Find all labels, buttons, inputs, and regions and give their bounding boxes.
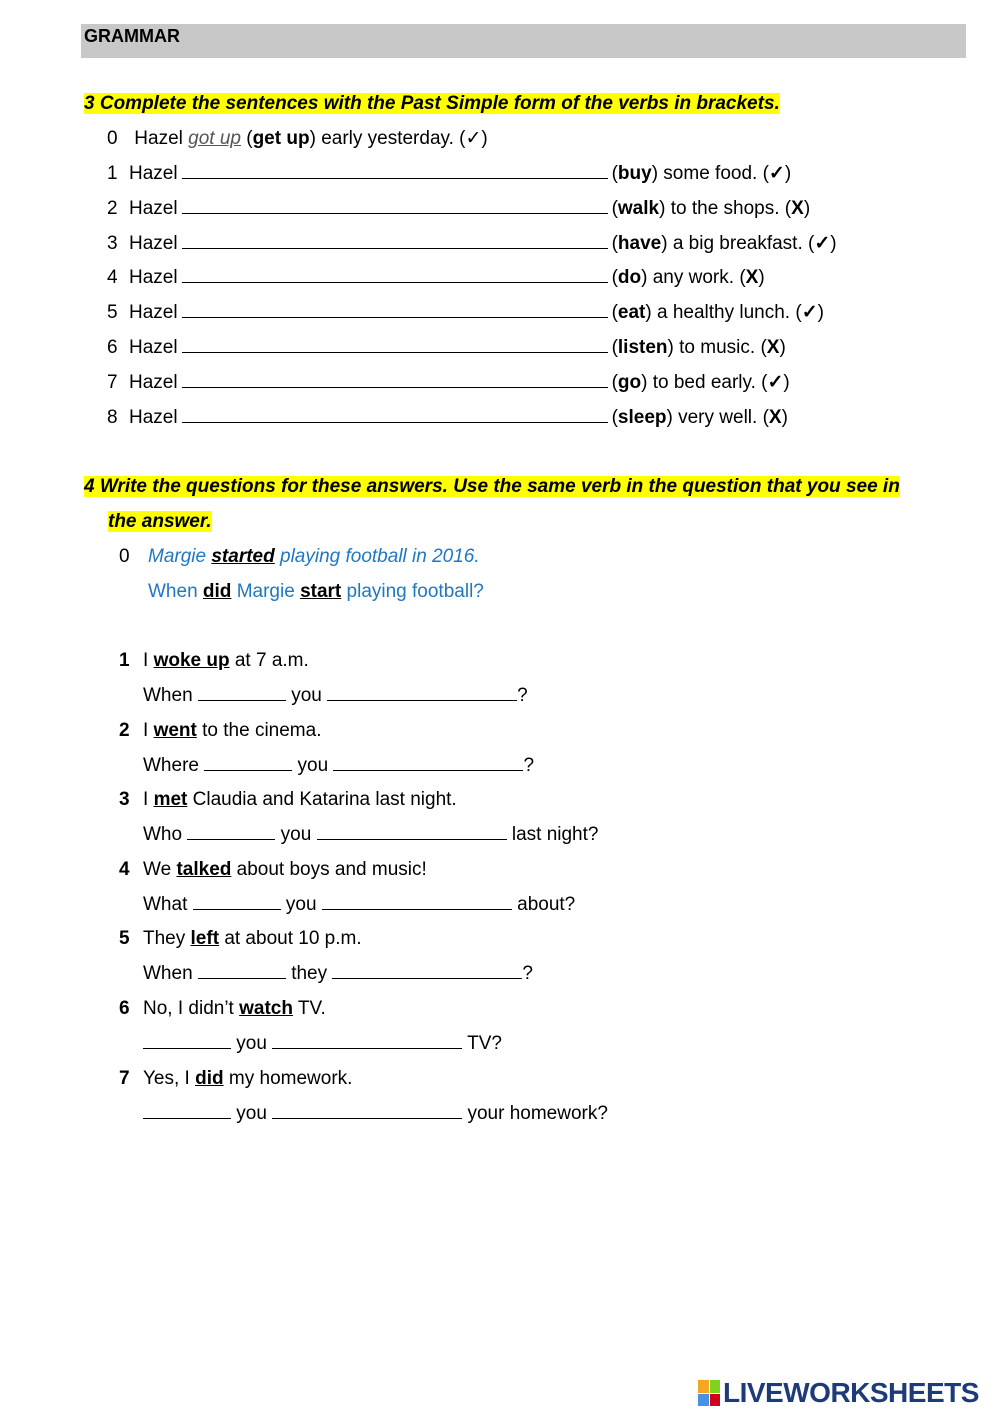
exercise-4-answer: 3 I met Claudia and Katarina last night. xyxy=(119,789,457,811)
exercise-3-item: 3 Hazel (have) a big breakfast. (✓) xyxy=(107,232,837,254)
mark-icon: ✓ xyxy=(767,371,784,393)
aux-blank[interactable] xyxy=(143,1032,231,1049)
aux-blank[interactable] xyxy=(198,684,286,701)
mark-icon: ✓ xyxy=(801,302,818,324)
verb-blank[interactable] xyxy=(272,1032,462,1049)
verb-blank[interactable] xyxy=(332,962,522,979)
aux-blank[interactable] xyxy=(193,893,281,910)
logo-square xyxy=(710,1380,721,1393)
exercise-4-instruction: 4 Write the questions for these answers. Use the same verb in the question that you see in xyxy=(84,476,900,497)
mark-icon: X xyxy=(768,406,782,428)
aux-blank[interactable] xyxy=(187,823,275,840)
exercise-4-answer: 4 We talked about boys and music! xyxy=(119,858,427,880)
verb-blank[interactable] xyxy=(272,1102,462,1119)
aux-blank[interactable] xyxy=(204,754,292,771)
check-icon: ✓ xyxy=(465,128,482,149)
exercise-3-item: 7 Hazel (go) to bed early. (✓) xyxy=(107,371,790,393)
exercise-4-question: you your homework? xyxy=(143,1102,608,1126)
answer-blank[interactable] xyxy=(182,266,608,283)
verb-blank[interactable] xyxy=(333,754,523,771)
aux-blank[interactable] xyxy=(143,1102,231,1119)
mark-icon: X xyxy=(766,337,780,358)
logo-square xyxy=(710,1394,721,1407)
exercise-4-question: Where you ? xyxy=(143,754,535,776)
section-header-bar xyxy=(81,24,966,58)
exercise-4-example-question: When did Margie start playing football? xyxy=(148,581,484,602)
exercise-3-item: 2 Hazel (walk) to the shops. (X) xyxy=(107,197,811,219)
exercise-4-question: When you ? xyxy=(143,685,528,706)
exercise-3-item: 1 Hazel (buy) some food. (✓) xyxy=(107,163,792,184)
exercise-3-item: 6 Hazel (listen) to music. (X) xyxy=(107,337,786,358)
mark-icon: ✓ xyxy=(768,163,785,184)
logo-square xyxy=(698,1394,709,1407)
verb-blank[interactable] xyxy=(322,893,512,910)
exercise-4-question: When they ? xyxy=(143,963,533,985)
verb-blank[interactable] xyxy=(317,823,507,840)
verb-blank[interactable] xyxy=(327,684,517,701)
exercise-4-answer: 1 I woke up at 7 a.m. xyxy=(119,650,309,671)
mark-icon: X xyxy=(791,197,804,219)
exercise-4-question: What you about? xyxy=(143,893,576,915)
logo-icon xyxy=(698,1380,720,1406)
exercise-4-instruction-cont: the answer. xyxy=(108,511,212,532)
aux-blank[interactable] xyxy=(198,962,286,979)
exercise-4-answer: 7 Yes, I did my homework. xyxy=(119,1067,353,1089)
liveworksheets-logo: LIVEWORKSHEETS xyxy=(698,1378,979,1408)
exercise-4-question: you TV? xyxy=(143,1032,502,1056)
example-answer: got up xyxy=(188,128,241,149)
logo-square xyxy=(698,1380,709,1393)
exercise-3-example: 0 Hazel got up (get up) early yesterday. (✓) xyxy=(107,128,488,149)
exercise-3-item: 5 Hazel (eat) a healthy lunch. (✓) xyxy=(107,302,824,324)
answer-blank[interactable] xyxy=(182,406,608,423)
exercise-4-example-answer: 0 Margie started playing football in 2016. xyxy=(119,546,480,567)
answer-blank[interactable] xyxy=(182,371,608,388)
mark-icon: ✓ xyxy=(814,232,831,254)
exercise-4-question: Who you last night? xyxy=(143,824,599,846)
exercise-3-item: 8 Hazel (sleep) very well. (X) xyxy=(107,406,788,428)
answer-blank[interactable] xyxy=(182,197,608,214)
answer-blank[interactable] xyxy=(182,336,608,353)
exercise-3-instruction: 3 Complete the sentences with the Past Simple form of the verbs in brackets. xyxy=(84,93,780,114)
exercise-4-answer: 6 No, I didn’t watch TV. xyxy=(119,998,326,1019)
answer-blank[interactable] xyxy=(182,162,608,179)
section-title: GRAMMAR xyxy=(84,26,180,46)
answer-blank[interactable] xyxy=(182,232,608,249)
mark-icon: X xyxy=(745,267,759,289)
exercise-3-item: 4 Hazel (do) any work. (X) xyxy=(107,267,765,289)
exercise-4-answer: 2 I went to the cinema. xyxy=(119,719,322,741)
answer-blank[interactable] xyxy=(182,301,608,318)
exercise-4-answer: 5 They left at about 10 p.m. xyxy=(119,928,362,950)
